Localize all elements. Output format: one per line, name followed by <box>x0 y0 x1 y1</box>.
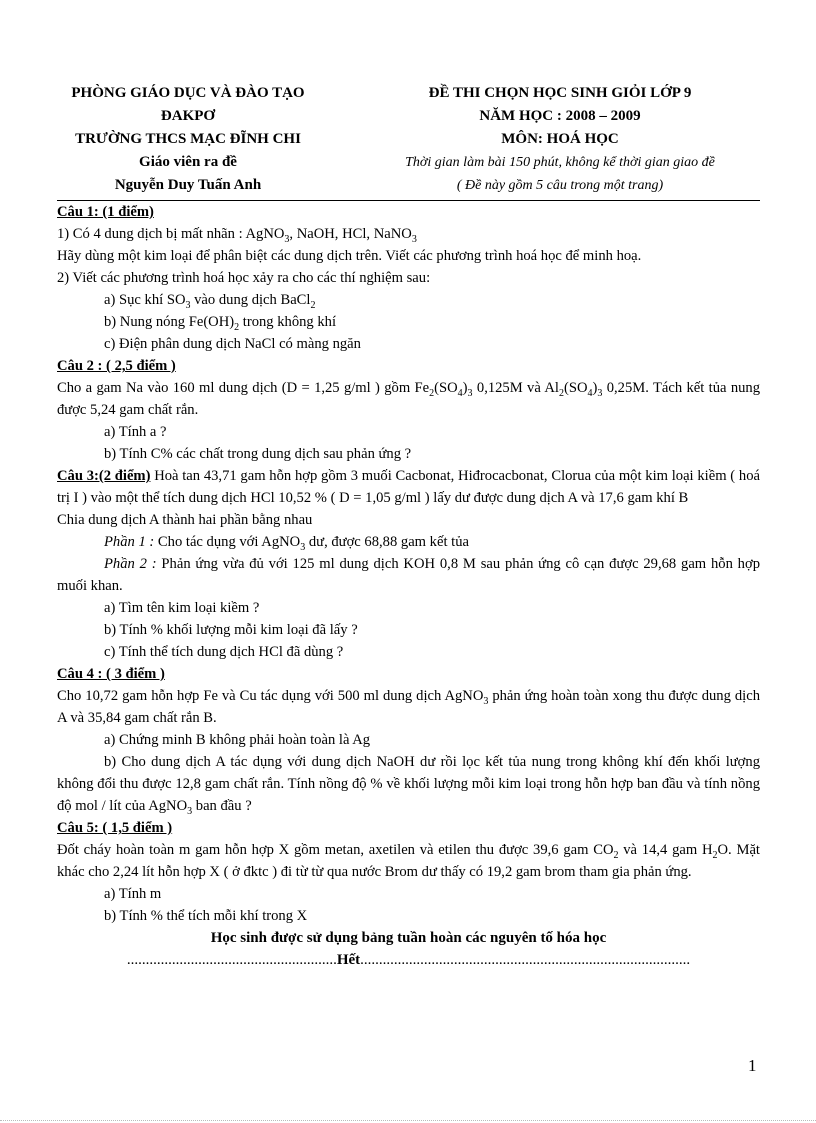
question-5-title: Câu 5: ( 1,5 điểm ) <box>57 820 173 836</box>
exam-page <box>57 82 760 971</box>
teacher-label: Giáo viên ra đề <box>139 154 237 170</box>
subject: MÔN: HOÁ HỌC <box>501 131 619 147</box>
teacher-name: Nguyễn Duy Tuấn Anh <box>114 177 262 193</box>
q1-line-1: 1) Có 4 dung dịch bị mất nhãn : AgNO$_3$, NaOH, HCl, NaNO$_3$ <box>57 226 417 245</box>
page-number: 1 <box>748 1056 757 1075</box>
periodic-table-note: Học sinh được sử dụng bảng tuần hoàn các nguyên tố hóa học <box>210 930 607 946</box>
question-1-title: Câu 1: (1 điểm) <box>57 204 154 220</box>
q2-item-b: b) Tính C% các chất trong dung dịch sau phản ứng ? <box>104 446 412 462</box>
q3-line-1: Câu 3:(2 điểm) Hoà tan 43,71 gam hỗn hợp gồm 3 muối Cacbonat, Hiđrocacbonat, Clorua của một kim loại kiềm ( hoá trị I ) vào một thể tích dung dịch HCl 10,52 % ( D = 1,05 g/ml ) lấy dư được dung dịch A và 17,6 gam khí B <box>57 468 760 506</box>
q4-line-1: Cho 10,72 gam hỗn hợp Fe và Cu tác dụng với 500 ml dung dịch AgNO$_3$ phản ứng hoàn toàn xong thu được dung dịch A và 35,84 gam chất rắn B. <box>57 688 760 726</box>
q3-item-c: c) Tính thể tích dung dịch HCl đã dùng ? <box>104 644 344 660</box>
q2-item-a: a) Tính a ? <box>104 424 167 440</box>
q3-item-b: b) Tính % khối lượng mỗi kim loại đã lấy ? <box>104 622 358 638</box>
school-year: NĂM HỌC : 2008 – 2009 <box>479 108 641 124</box>
q3-part-2: Phần 2 : Phản ứng vừa đủ với 125 ml dung dịch KOH 0,8 M sau phản ứng cô cạn được 29,68 gam hỗn hợp muối khan. <box>57 556 760 594</box>
exam-title: ĐỀ THI CHỌN HỌC SINH GIỎI LỚP 9 <box>428 85 692 101</box>
q1-item-a: a) Sục khí $SO_3$ vào dung dịch BaCl$_2$ <box>104 292 316 311</box>
page-count: ( Đề này gồm 5 câu trong một trang) <box>456 178 664 193</box>
q1-item-c: c) Điện phân dung dịch NaCl có màng ngăn <box>104 336 361 352</box>
exam-header <box>57 82 760 197</box>
page-bottom-divider <box>0 1120 816 1121</box>
question-4-title: Câu 4 : ( 3 điểm ) <box>57 666 165 682</box>
q3-line-2: Chia dung dịch A thành hai phần bằng nhau <box>57 512 313 528</box>
time-limit: Thời gian làm bài 150 phút, không kể thời gian giao đề <box>405 155 715 170</box>
district-name: ĐAKPƠ <box>160 108 216 124</box>
q5-item-b: b) Tính % thể tích mỗi khí trong X <box>104 908 308 924</box>
q1-line-3: 2) Viết các phương trình hoá học xảy ra cho các thí nghiệm sau: <box>57 270 431 286</box>
q1-line-2: Hãy dùng một kim loại để phân biệt các dung dịch trên. Viết các phương trình hoá học để minh hoạ. <box>57 248 642 264</box>
q2-line-1: Cho a gam Na vào 160 ml dung dịch (D = 1,25 g/ml ) gồm $Fe_2(SO_4)_3$ 0,125M và $Al_2(SO_4)_3$ 0,25M. Tách kết tủa nung được 5,24 gam chất rắn. <box>57 380 761 418</box>
question-3-title: Câu 3:(2 điểm) <box>57 468 151 484</box>
q4-item-b: b) Cho dung dịch A tác dụng với dung dịch NaOH dư rồi lọc kết tủa nung trong không khí đến khối lượng không đổi thu được 12,8 gam chất rắn. Tính nồng độ % về khối lượng mỗi kim loại trong hỗn hợp ban đầu và tính nồng độ mol / lít của AgNO$_3$ ban đầu ? <box>57 754 760 817</box>
end-marker: ........................................................Hết........................................................................................ <box>126 952 691 968</box>
department-name: PHÒNG GIÁO DỤC VÀ ĐÀO TẠO <box>71 85 305 101</box>
question-2-title: Câu 2 : ( 2,5 điểm ) <box>57 358 176 374</box>
exam-body <box>57 201 760 971</box>
school-name: TRƯỜNG THCS MẠC ĐĨNH CHI <box>75 131 301 147</box>
q4-item-a: a) Chứng minh B không phải hoàn toàn là Ag <box>104 732 371 748</box>
q3-item-a: a) Tìm tên kim loại kiềm ? <box>104 600 260 616</box>
q1-item-b: b) Nung nóng $Fe(OH)_2$ trong không khí <box>104 314 337 333</box>
q3-part-1: Phần 1 : Cho tác dụng với AgNO$_3$ dư, được 68,88 gam kết tủa <box>104 534 469 553</box>
q5-line-1: Đốt cháy hoàn toàn m gam hỗn hợp X gồm metan, axetilen và etilen thu được 39,6 gam $CO_2$ và 14,4 gam $H_2O$. Mặt khác cho 2,24 lít hỗn hợp X ( ở đktc ) đi từ từ qua nước Brom dư thấy có 19,2 gam brom tham gia phản ứng. <box>57 842 760 880</box>
school-info <box>57 82 319 197</box>
q5-item-a: a) Tính m <box>104 886 162 902</box>
exam-info <box>360 82 760 197</box>
